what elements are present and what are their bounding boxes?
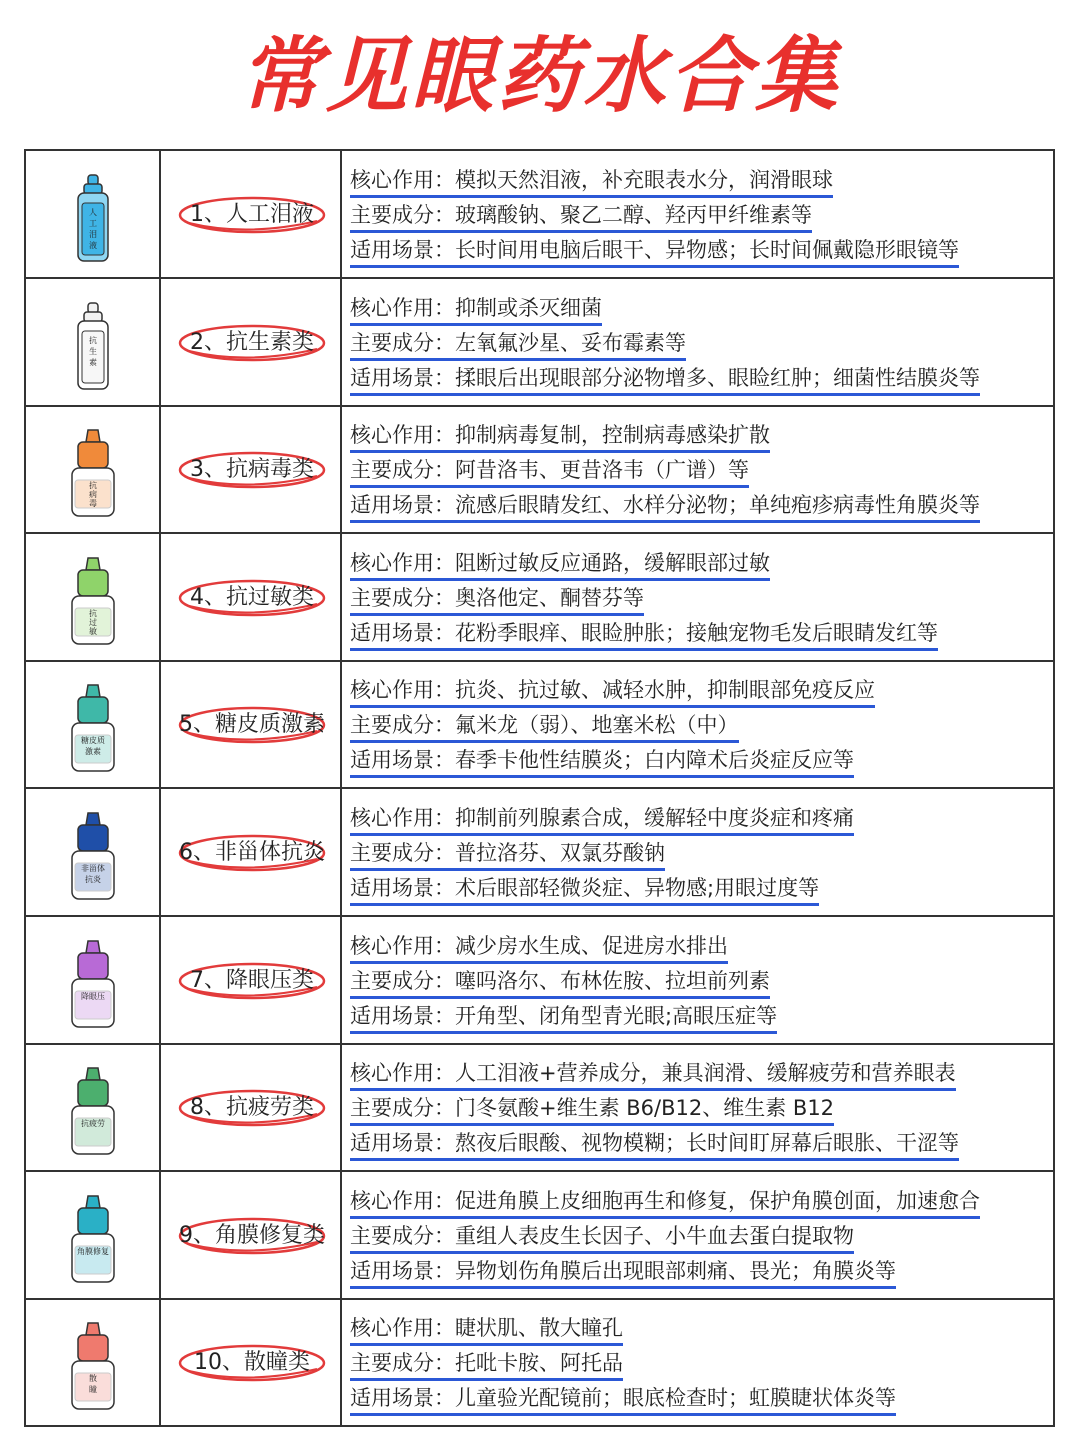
bottle-label-text: 毒: [89, 499, 97, 509]
usage-scenario-line: [350, 488, 980, 522]
usage-scenario-line: [350, 616, 938, 650]
drug-class-name: 6、非甾体抗炎: [179, 840, 325, 865]
info-cell: [342, 534, 1053, 660]
table-row: [26, 279, 1053, 407]
drug-class-label: [177, 1216, 327, 1256]
name-cell: [161, 661, 342, 787]
info-cell: [342, 406, 1053, 532]
drug-class-label: [177, 195, 327, 235]
core-effect-line-text: 核心作用：睫状肌、散大瞳孔: [350, 1313, 623, 1346]
table-row: [26, 406, 1053, 534]
info-cell: [342, 661, 1053, 787]
table-row: [26, 917, 1053, 1045]
drug-class-name: 9、角膜修复类: [179, 1222, 325, 1248]
core-effect-line-text: 核心作用：抑制病毒复制，控制病毒感染扩散: [350, 420, 770, 453]
name-cell: [161, 534, 342, 660]
usage-scenario-line-text: 适用场景：春季卡他性结膜炎；白内障术后炎症反应等: [350, 745, 854, 778]
main-ingredients-line-text: 主要成分：普拉洛芬、双氯芬酸钠: [350, 838, 665, 871]
core-effect-line-text: 核心作用：抗炎、抗过敏、减轻水肿，抑制眼部免疫反应: [350, 675, 875, 708]
icon-cell: [26, 1172, 161, 1298]
table-row: [26, 1172, 1053, 1300]
main-ingredients-line-text: 主要成分：阿昔洛韦、更昔洛韦（广谱）等: [350, 455, 749, 488]
usage-scenario-line: [350, 999, 777, 1033]
name-cell: [161, 279, 342, 405]
usage-scenario-line-text: 适用场景：揉眼后出现眼部分泌物增多、眼睑红肿；细菌性结膜炎等: [350, 363, 980, 396]
eye-drop-bottle-icon: [58, 428, 128, 518]
eye-drop-bottle-icon: [58, 811, 128, 901]
usage-scenario-line-text: 适用场景：儿童验光配镜前；眼底检查时；虹膜睫状体炎等: [350, 1383, 896, 1416]
icon-cell: [26, 279, 161, 405]
core-effect-line: [350, 546, 770, 580]
bottle-label-text: 抗疲劳: [81, 1119, 105, 1129]
core-effect-line-text: 核心作用：阻断过敏反应通路，缓解眼部过敏: [350, 548, 770, 581]
name-cell: [161, 917, 342, 1043]
name-cell: [161, 1044, 342, 1170]
drug-class-name: 4、抗过敏类: [190, 584, 314, 610]
drug-class-label: [177, 323, 327, 363]
bottle-label-text: 生: [89, 346, 97, 356]
core-effect-line-text: 核心作用：人工泪液+营养成分，兼具润滑、缓解疲劳和营养眼表: [350, 1058, 956, 1091]
table-row: [26, 1044, 1053, 1172]
usage-scenario-line-text: 适用场景：熬夜后眼酸、视物模糊；长时间盯屏幕后眼胀、干涩等: [350, 1128, 959, 1161]
bottle-label-text: 降眼压: [81, 991, 105, 1001]
bottle-label-text: 抗: [89, 335, 97, 345]
drug-class-name: 10、散瞳类: [194, 1350, 310, 1376]
bottle-label-text: 工: [89, 219, 97, 228]
usage-scenario-line-text: 适用场景：流感后眼睛发红、水样分泌物；单纯疱疹病毒性角膜炎等: [350, 490, 980, 523]
core-effect-line-text: 核心作用：抑制前列腺素合成，缓解轻中度炎症和疼痛: [350, 803, 854, 836]
icon-cell: [26, 917, 161, 1043]
usage-scenario-line: [350, 1381, 896, 1415]
drug-class-label: [177, 1088, 327, 1128]
main-ingredients-line-text: 主要成分：噻吗洛尔、布林佐胺、拉坦前列素: [350, 966, 770, 999]
info-cell: [342, 789, 1053, 915]
table-row: [26, 661, 1053, 789]
bottle-label-text: 敏: [89, 626, 97, 636]
core-effect-line: [350, 673, 875, 707]
icon-cell: [26, 406, 161, 532]
core-effect-line: [350, 801, 854, 835]
drug-class-name: 1、人工泪液: [190, 202, 314, 227]
drug-class-label: [177, 961, 327, 1001]
icon-cell: [26, 789, 161, 915]
main-ingredients-line: [350, 836, 665, 870]
icon-cell: [26, 1299, 161, 1425]
drug-class-name: 3、抗病毒类: [190, 457, 314, 483]
main-ingredients-line: [350, 198, 812, 232]
bottle-label-text: 激素: [85, 747, 101, 757]
eye-drop-bottle-icon: [58, 301, 128, 391]
drug-class-label: [177, 705, 327, 745]
main-ingredients-line: [350, 708, 739, 742]
name-cell: [161, 1299, 342, 1425]
main-ingredients-line: [350, 581, 644, 615]
main-ingredients-line-text: 主要成分：玻璃酸钠、聚乙二醇、羟丙甲纤维素等: [350, 200, 812, 233]
bottle-label-text: 抗: [89, 481, 97, 491]
eye-drop-bottle-icon: [58, 556, 128, 646]
drug-class-name: 5、糖皮质激素: [179, 712, 325, 738]
table-row: [26, 1299, 1053, 1427]
usage-scenario-line: [350, 1254, 896, 1288]
core-effect-line: [350, 1184, 980, 1218]
usage-scenario-line: [350, 233, 959, 267]
eye-drop-bottle-icon: [58, 683, 128, 773]
eye-drop-bottle-icon: [58, 173, 128, 263]
info-cell: [342, 151, 1053, 277]
main-ingredients-line: [350, 1219, 854, 1253]
eye-drop-bottle-icon: [58, 939, 128, 1029]
name-cell: [161, 406, 342, 532]
usage-scenario-line: [350, 743, 854, 777]
usage-scenario-line: [350, 1126, 959, 1160]
main-ingredients-line: [350, 453, 749, 487]
core-effect-line: [350, 929, 728, 963]
drug-class-label: [177, 450, 327, 490]
usage-scenario-line-text: 适用场景：术后眼部轻微炎症、异物感;用眼过度等: [350, 873, 819, 906]
bottle-label-text: 素: [89, 357, 97, 367]
table-row: [26, 534, 1053, 662]
bottle-label-text: 散: [89, 1374, 97, 1384]
main-ingredients-line-text: 主要成分：左氧氟沙星、妥布霉素等: [350, 328, 686, 361]
bottle-label-text: 抗炎: [85, 875, 101, 884]
core-effect-line: [350, 163, 833, 197]
main-ingredients-line: [350, 1346, 623, 1380]
bottle-label-text: 病: [89, 490, 97, 500]
bottle-label-text: 非甾体: [81, 864, 105, 873]
info-cell: [342, 279, 1053, 405]
page-title: 常见眼药水合集: [239, 29, 841, 124]
usage-scenario-line-text: 适用场景：异物划伤角膜后出现眼部刺痛、畏光；角膜炎等: [350, 1256, 896, 1289]
drug-class-label: [177, 833, 327, 873]
core-effect-line-text: 核心作用：模拟天然泪液，补充眼表水分，润滑眼球: [350, 165, 833, 198]
icon-cell: [26, 661, 161, 787]
main-ingredients-line: [350, 964, 770, 998]
core-effect-line: [350, 1311, 623, 1345]
core-effect-line-text: 核心作用：抑制或杀灭细菌: [350, 293, 602, 326]
bottle-label-text: 过: [89, 617, 97, 627]
bottle-label-text: 液: [89, 241, 97, 250]
core-effect-line: [350, 1056, 956, 1090]
info-cell: [342, 1044, 1053, 1170]
core-effect-line-text: 核心作用：减少房水生成、促进房水排出: [350, 931, 728, 964]
drug-class-name: 2、抗生素类: [190, 329, 314, 355]
drug-class-label: [177, 1343, 327, 1383]
bottle-label-text: 角膜修复: [77, 1246, 109, 1256]
drug-class-name: 7、降眼压类: [190, 967, 314, 993]
icon-cell: [26, 1044, 161, 1170]
usage-scenario-line: [350, 871, 819, 905]
main-ingredients-line: [350, 326, 686, 360]
usage-scenario-line-text: 适用场景：花粉季眼痒、眼睑肿胀；接触宠物毛发后眼睛发红等: [350, 618, 938, 651]
name-cell: [161, 151, 342, 277]
usage-scenario-line-text: 适用场景：长时间用电脑后眼干、异物感；长时间佩戴隐形眼镜等: [350, 235, 959, 268]
bottle-label-text: 抗: [89, 608, 97, 618]
bottle-label-text: 瞳: [89, 1385, 97, 1395]
drug-class-label: [177, 578, 327, 618]
main-ingredients-line-text: 主要成分：托吡卡胺、阿托品: [350, 1348, 623, 1381]
usage-scenario-line: [350, 361, 980, 395]
name-cell: [161, 789, 342, 915]
drug-class-name: 8、抗疲劳类: [190, 1095, 314, 1121]
main-ingredients-line-text: 主要成分：门冬氨酸+维生素 B6/B12、维生素 B12: [350, 1093, 834, 1126]
bottle-label-text: 泪: [89, 230, 97, 239]
usage-scenario-line-text: 适用场景：开角型、闭角型青光眼;高眼压症等: [350, 1001, 777, 1034]
main-ingredients-line: [350, 1091, 834, 1125]
bottle-label-text: 糖皮质: [81, 736, 105, 746]
eye-drop-bottle-icon: [58, 1066, 128, 1156]
table-row: [26, 789, 1053, 917]
icon-cell: [26, 151, 161, 277]
bottle-label-text: 人: [89, 208, 97, 217]
info-cell: [342, 1172, 1053, 1298]
info-cell: [342, 917, 1053, 1043]
name-cell: [161, 1172, 342, 1298]
table-row: [26, 151, 1053, 279]
core-effect-line: [350, 418, 770, 452]
main-ingredients-line-text: 主要成分：重组人表皮生长因子、小牛血去蛋白提取物: [350, 1221, 854, 1254]
main-ingredients-line-text: 主要成分：氟米龙（弱）、地塞米松（中）: [350, 710, 739, 743]
info-cell: [342, 1299, 1053, 1425]
core-effect-line-text: 核心作用：促进角膜上皮细胞再生和修复，保护角膜创面，加速愈合: [350, 1186, 980, 1219]
main-ingredients-line-text: 主要成分：奥洛他定、酮替芬等: [350, 583, 644, 616]
icon-cell: [26, 534, 161, 660]
eye-drop-bottle-icon: [58, 1194, 128, 1284]
eye-drop-bottle-icon: [58, 1321, 128, 1411]
eye-drops-table: [24, 149, 1055, 1427]
core-effect-line: [350, 291, 602, 325]
